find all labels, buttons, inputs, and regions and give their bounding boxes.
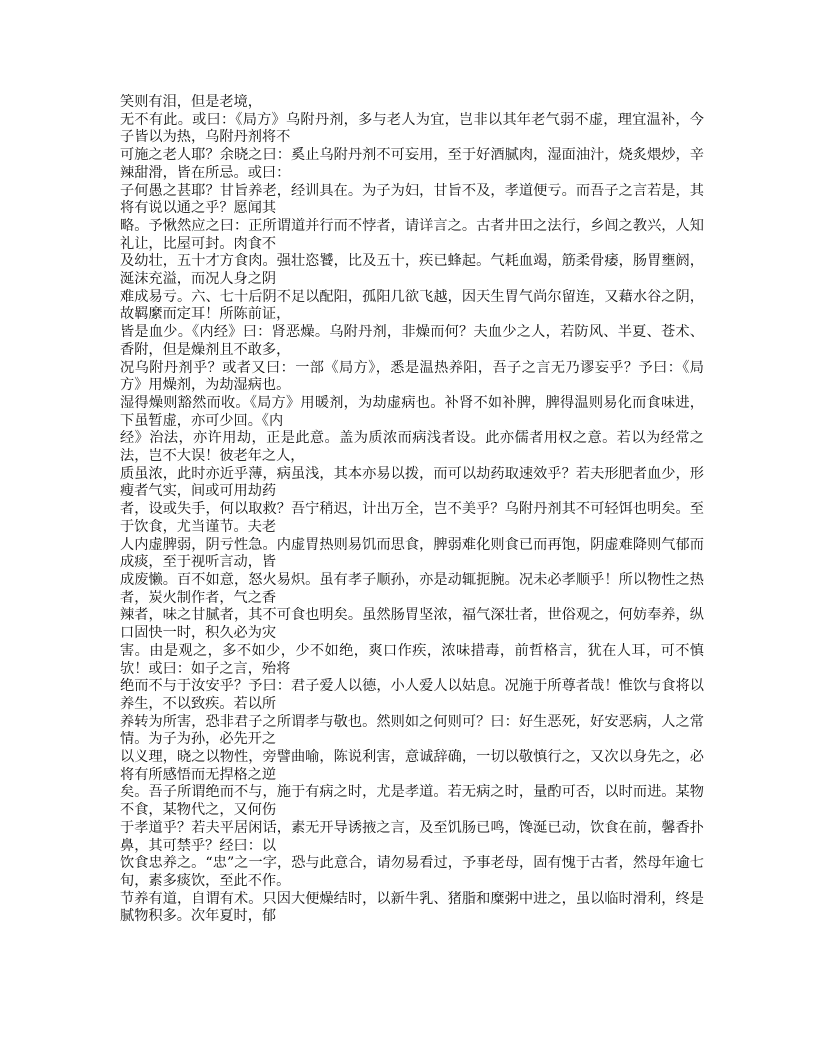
paragraph: 子何愚之甚耶？甘旨养老，经训具在。为子为妇，甘旨不及，孝道便亏。而吾子之言若是，其将有说以通之乎？愿闻其: [120, 182, 704, 217]
paragraph: 无不有此。或曰：《局方》乌附丹剂，多与老人为宜，岂非以其年老气弱不虚，理宜温补，今子皆以为热，乌附丹剂将不: [120, 111, 704, 146]
paragraph: 可施之老人耶？余晓之曰：奚止乌附丹剂不可妄用，至于好酒腻肉，湿面油汁，烧炙煨炒，辛辣甜滑，皆在所忌。或曰：: [120, 147, 704, 181]
paragraph: 略。予愀然应之曰：正所谓道并行而不悖者，请详言之。古者井田之法行，乡闾之教兴，人知礼让，比屋可封。肉食不: [120, 217, 704, 252]
paragraph: 辣者，味之甘腻者，其不可食也明矣。虽然肠胃坚浓，福气深壮者，世俗观之，何妨奉养，纵口固快一时，积久必为灾: [120, 607, 704, 642]
paragraph: 笑则有泪，但是老境，: [120, 94, 262, 110]
paragraph: 矣。吾子所谓绝而不与，施于有病之时，尤是孝道。若无病之时，量酌可否，以时而进。某物不食，某物代之，又何伤: [120, 784, 704, 819]
paragraph: 成废懒。百不如意，怒火易炽。虽有孝子顺孙，亦是动辄扼腕。况未必孝顺乎！所以物性之热者，炭火制作者，气之香: [120, 571, 704, 606]
paragraph: 经》治法，亦许用劫，正是此意。盖为质浓而病浅者设。此亦儒者用权之意。若以为经常之法，岂不大误！彼老年之人，: [120, 430, 704, 465]
paragraph: 以义理，晓之以物性，旁譬曲喻，陈说利害，意诚辞确，一切以敬慎行之，又次以身先之，必将有所感悟而无捍格之逆: [120, 749, 704, 783]
paragraph: 者，设或失手，何以取救？吾宁稍迟，计出万全，岂不美乎？乌附丹剂其不可轻饵也明矣。至于饮食，尤当谨节。夫老: [120, 501, 704, 535]
paragraph: 皆是血少。《内经》曰：肾恶燥。乌附丹剂，非燥而何？夫血少之人，若防风、半夏、苍术、香附，但是燥剂且不敢多，: [120, 324, 704, 358]
paragraph: 养转为所害，恐非君子之所谓孝与敬也。然则如之何则可？曰：好生恶死，好安恶病，人之常情。为子为孙，必先开之: [120, 713, 704, 748]
paragraph: 及幼壮，五十才方食肉。强壮恣饕，比及五十，疾已蜂起。气耗血竭，筋柔骨痿，肠胃壅阏，涎沫充溢，而况人身之阴: [120, 253, 704, 288]
paragraph: 质虽浓，此时亦近乎薄，病虽浅，其本亦易以拨，而可以劫药取速效乎？若夫形肥者血少，形瘦者气实，间或可用劫药: [120, 465, 704, 500]
paragraph: 于孝道乎？若夫平居闲话，素无开导诱掖之言，及至饥肠已鸣，馋涎已动，饮食在前，馨香扑鼻，其可禁乎？经曰：以: [120, 819, 704, 854]
document-body: [120, 94, 704, 926]
paragraph: 况乌附丹剂乎？或者又曰：一部《局方》，悉是温热养阳，吾子之言无乃谬妄乎？予曰：《局方》用燥剂，为劫湿病也。: [120, 359, 704, 394]
paragraph: 饮食忠养之。“忠”之一字，恐与此意合，请勿易看过，予事老母，固有愧于古者，然母年逾七旬，素多痰饮，至此不作。: [120, 855, 704, 889]
paragraph: 害。由是观之，多不如少，少不如绝，爽口作疾，浓味措毒，前哲格言，犹在人耳，可不慎欤！或曰：如子之言，殆将: [120, 642, 704, 677]
paragraph: 难成易亏。六、七十后阴不足以配阳，孤阳几欲飞越，因天生胃气尚尔留连，又藉水谷之阴，故羁縻而定耳！所陈前证，: [120, 288, 704, 323]
paragraph: 湿得燥则豁然而收。《局方》用暖剂，为劫虚病也。补肾不如补脾，脾得温则易化而食味进，下虽暂虚，亦可少回。《内: [120, 394, 704, 429]
paragraph: 节养有道，自谓有术。只因大便燥结时，以新牛乳、猪脂和糜粥中进之，虽以临时滑利，终是腻物积多。次年夏时，郁: [120, 890, 704, 925]
paragraph: 人内虚脾弱，阴亏性急。内虚胃热则易饥而思食，脾弱难化则食已而再饱，阴虚难降则气郁而成痰，至于视听言动，皆: [120, 536, 704, 571]
paragraph: 绝而不与于汝安乎？予曰：君子爱人以德，小人爱人以姑息。况施于所尊者哉！惟饮与食将以养生，不以致疾。若以所: [120, 678, 704, 712]
